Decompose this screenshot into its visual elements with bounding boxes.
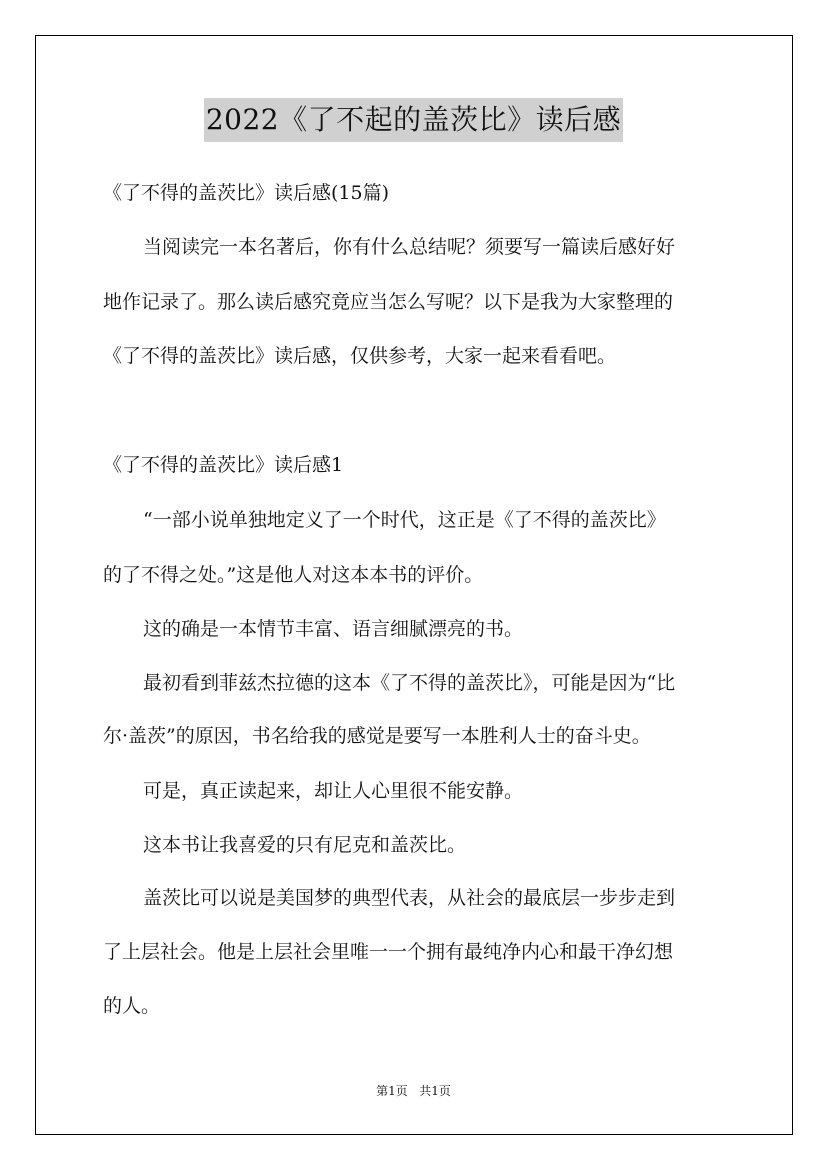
document-subtitle: 《了不得的盖茨比》读后感(15篇) — [103, 182, 390, 204]
document-title: 2022《了不起的盖茨比》读后感 — [204, 98, 623, 142]
page-footer — [0, 1083, 827, 1099]
paragraph-6-line-1: 盖茨比可以说是美国梦的典型代表，从社会的最底层一步步走到 — [143, 887, 676, 909]
paragraph-6-line-2: 了上层社会。他是上层社会里唯一一个拥有最纯净内心和最干净幻想 — [103, 941, 674, 963]
intro-line-3: 《了不得的盖茨比》读后感，仅供参考，大家一起来看看吧。 — [103, 345, 617, 367]
intro-line-1: 当阅读完一本名著后，你有什么总结呢？须要写一篇读后感好好 — [143, 236, 676, 258]
section-heading: 《了不得的盖茨比》读后感1 — [103, 454, 344, 476]
paragraph-4: 可是，真正读起来，却让人心里很不能安静。 — [143, 780, 524, 802]
intro-line-2: 地作记录了。那么读后感究竟应当怎么写呢？以下是我为大家整理的 — [103, 291, 674, 313]
paragraph-1-line-1: “一部小说单独地定义了一个时代，这正是《了不得的盖茨比》 — [143, 509, 666, 531]
page-number: 第1页 — [376, 1084, 408, 1098]
paragraph-2: 这的确是一本情节丰富、语言细腻漂亮的书。 — [143, 618, 524, 640]
total-pages: 共1页 — [419, 1084, 451, 1098]
paragraph-3-line-2: 尔·盖茨”的原因，书名给我的感觉是要写一本胜利人士的奋斗史。 — [103, 725, 651, 747]
paragraph-3-line-1: 最初看到菲兹杰拉德的这本《了不得的盖茨比》，可能是因为“比 — [143, 672, 676, 694]
paragraph-6-line-3: 的人。 — [103, 995, 161, 1017]
title-container — [0, 98, 827, 142]
paragraph-1-line-2: 的了不得之处。”这是他人对这本本书的评价。 — [103, 564, 484, 586]
paragraph-5: 这本书让我喜爱的只有尼克和盖茨比。 — [143, 834, 467, 856]
